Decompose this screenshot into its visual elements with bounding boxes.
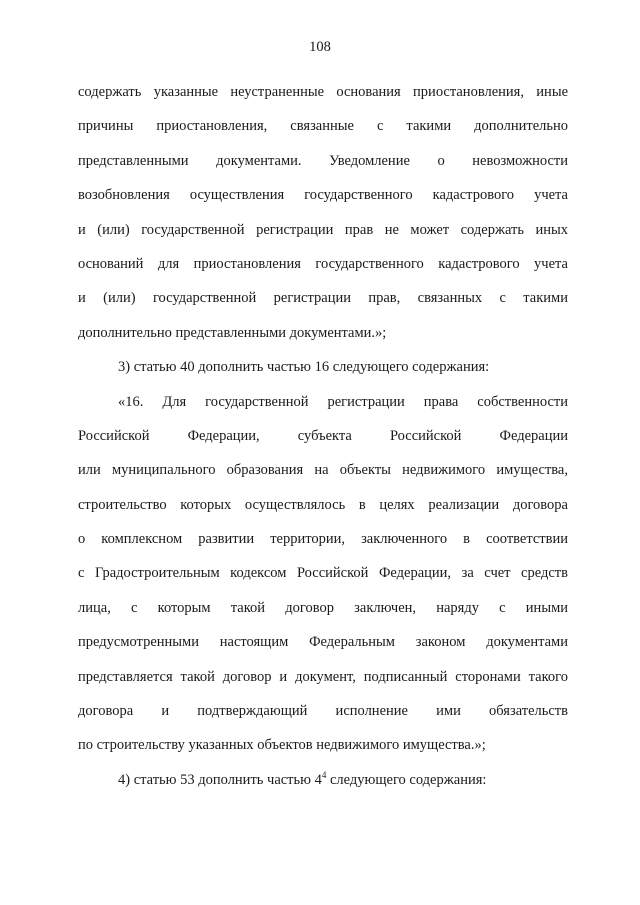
text-line: дополнительно представленными документами.»; — [78, 324, 387, 341]
paragraph-item-4 — [78, 768, 568, 802]
text-line: содержать указанные неустраненные основания приостановления, иные — [78, 84, 568, 100]
text-line: причины приостановления, связанные с такими дополнительно — [78, 118, 568, 135]
text-line: договора и подтверждающий исполнение ими обязательств — [78, 703, 568, 720]
text-line: предусмотренными настоящим Федеральным законом документами — [78, 634, 568, 651]
text-line: лица, с которым такой договор заключен, наряду с иными — [78, 599, 568, 616]
text-line: строительство которых осуществлялось в целях реализации договора — [78, 496, 568, 513]
text-line: «16. Для государственной регистрации права собственности — [118, 393, 568, 410]
text-line: и (или) государственной регистрации прав, связанных с такими — [78, 290, 568, 307]
text-line: оснований для приостановления государственного кадастрового учета — [78, 255, 568, 272]
text-line: Российской Федерации, субъекта Российской Федерации — [78, 427, 568, 444]
text-line: представляется такой договор и документ, подписанный сторонами такого — [78, 668, 568, 685]
text-line: или муниципального образования на объекты недвижимого имущества, — [78, 462, 568, 479]
text-line: и (или) государственной регистрации прав не может содержать иных — [78, 221, 568, 238]
superscript: 4 — [321, 769, 327, 780]
item-4-text-end: следующего содержания: — [326, 771, 487, 788]
text-line: возобновления осуществления государственного кадастрового учета — [78, 187, 568, 204]
body-text — [78, 80, 568, 802]
item-4-text: 4) статью 53 дополнить частью 4 — [118, 771, 322, 788]
paragraph-item-3: 3) статью 40 дополнить частью 16 следующего содержания: — [118, 359, 490, 376]
text-line: по строительству указанных объектов недвижимого имущества.»; — [78, 737, 486, 754]
text-line: с Градостроительным кодексом Российской Федерации, за счет средств — [78, 565, 568, 582]
text-line: представленными документами. Уведомление о невозможности — [78, 152, 568, 169]
page-number: 108 — [309, 39, 331, 55]
text-line: о комплексном развитии территории, заключенного в соответствии — [78, 531, 568, 548]
